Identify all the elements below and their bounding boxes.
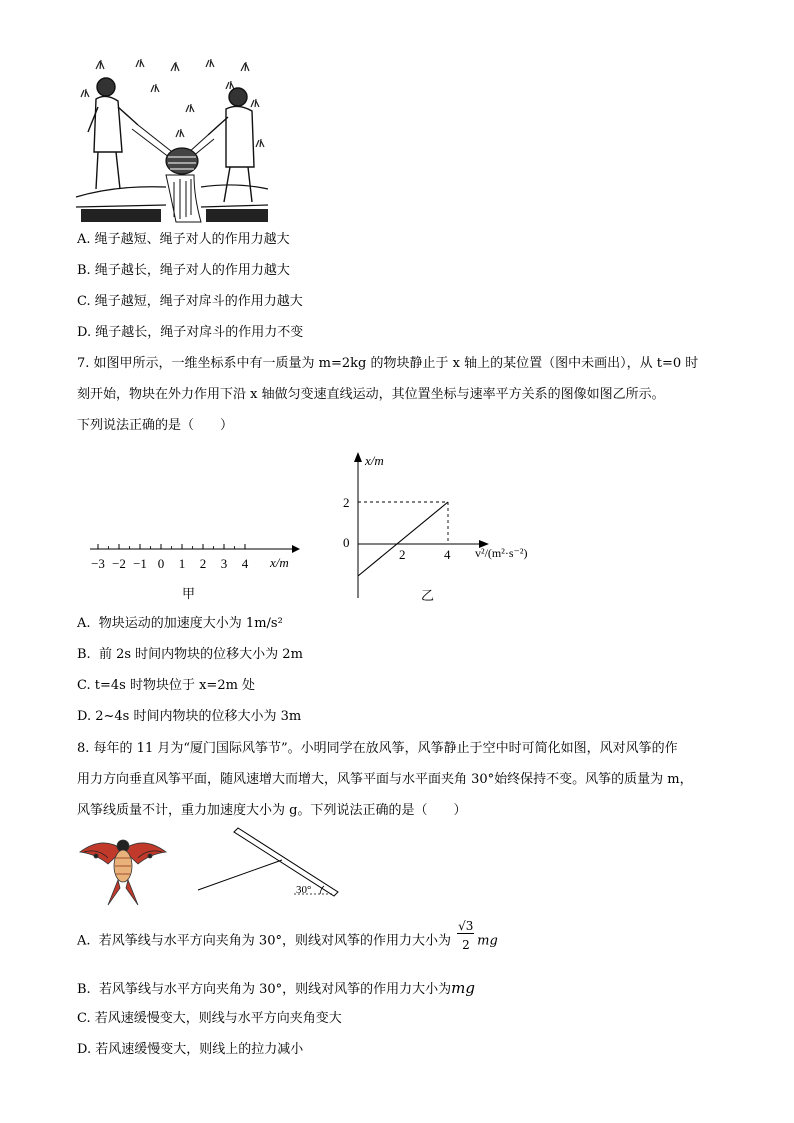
figure-jia-number-line <box>84 535 314 605</box>
q7-option-b: B. 前 2s 时间内物块的位移大小为 2m <box>77 647 303 662</box>
number-line-tick-label: 1 <box>178 556 186 571</box>
y-axis-label: x/m <box>365 453 384 468</box>
number-line-arrow <box>292 545 300 553</box>
x-tick-2: 2 <box>399 547 406 562</box>
q7-option-a: A. 物块运动的加速度大小为 1m/s² <box>77 616 283 631</box>
q6-option-d: D. 绳子越长，绳子对戽斗的作用力不变 <box>77 325 304 340</box>
y-tick-0: 0 <box>343 535 350 550</box>
kite-picture <box>78 830 168 906</box>
x-tick-4: 4 <box>444 547 451 562</box>
graph-line <box>358 502 448 576</box>
q7-option-d: D. 2~4s 时间内物块的位移大小为 3m <box>77 709 302 724</box>
number-line-tick-label: −3 <box>91 556 105 571</box>
figure-jia-caption: 甲 <box>182 586 196 601</box>
q7-option-c: C. t=4s 时物块位于 x=2m 处 <box>77 678 256 693</box>
number-line-tick-label: 4 <box>241 556 249 571</box>
y-tick-2: 2 <box>343 495 350 510</box>
y-axis-arrow <box>354 452 362 462</box>
figure-yi-graph <box>338 450 548 605</box>
kite-string <box>198 860 282 890</box>
q7-stem-line1: 7. 如图甲所示，一维坐标系中有一质量为 m=2kg 的物块静止于 x 轴上的某位置（图中未画出），从 t=0 时 <box>77 356 699 371</box>
number-line-tick-label: −2 <box>112 556 126 571</box>
kite-diagram <box>196 828 344 898</box>
q8-option-a: A. 若风筝线与水平方向夹角为 30°，则线对风筝的作用力大小为 $\frac{√3}{2}$ mg <box>77 919 498 952</box>
angle-label: 30° <box>296 884 312 896</box>
number-line-label: x/m <box>270 555 289 570</box>
number-line-tick-label: −1 <box>133 556 147 571</box>
number-line-tick-label: 3 <box>220 556 228 571</box>
number-line-tick-label: 0 <box>157 556 165 571</box>
q6-option-b: B. 绳子越长，绳子对人的作用力越大 <box>77 263 290 278</box>
fraction-sqrt3-over-2: $\frac{√3}{2}$ <box>458 919 474 952</box>
q6-option-a: A. 绳子越短、绳子对人的作用力越大 <box>77 232 290 247</box>
q7-stem-line2: 刻开始，物块在外力作用下沿 x 轴做匀变速直线运动，其位置坐标与速率平方关系的图像如图乙所示。 <box>77 387 665 402</box>
figure-yi-caption: 乙 <box>421 588 435 603</box>
q8-stem-line1: 8. 每年的 11 月为“厦门国际风筝节”。小明同学在放风筝，风筝静止于空中时可简化如图，风对风筝的作 <box>77 741 678 756</box>
q8-stem-line3: 风筝线质量不计，重力加速度大小为 g。下列说法正确的是（ ） <box>77 803 467 818</box>
q6-option-c: C. 绳子越短，绳子对戽斗的作用力越大 <box>77 294 303 309</box>
q8-option-b: B. 若风筝线与水平方向夹角为 30°，则线对风筝的作用力大小为mg <box>77 979 475 997</box>
number-line-tick-label: 2 <box>199 556 207 571</box>
q8-stem-line2: 用力方向垂直风筝平面，随风速增大而增大，风筝平面与水平面夹角 30°始终保持不变。风筝的质量为 m， <box>77 772 693 787</box>
woodcut-illustration <box>76 57 268 222</box>
kite-plane <box>234 828 338 896</box>
q7-stem-line3: 下列说法正确的是（ ） <box>77 418 234 433</box>
q8-option-d: D. 若风速缓慢变大，则线上的拉力减小 <box>77 1042 304 1057</box>
q8-option-c: C. 若风速缓慢变大，则线与水平方向夹角变大 <box>77 1011 342 1026</box>
x-axis-label: v²/(m²·s⁻²) <box>475 546 528 560</box>
